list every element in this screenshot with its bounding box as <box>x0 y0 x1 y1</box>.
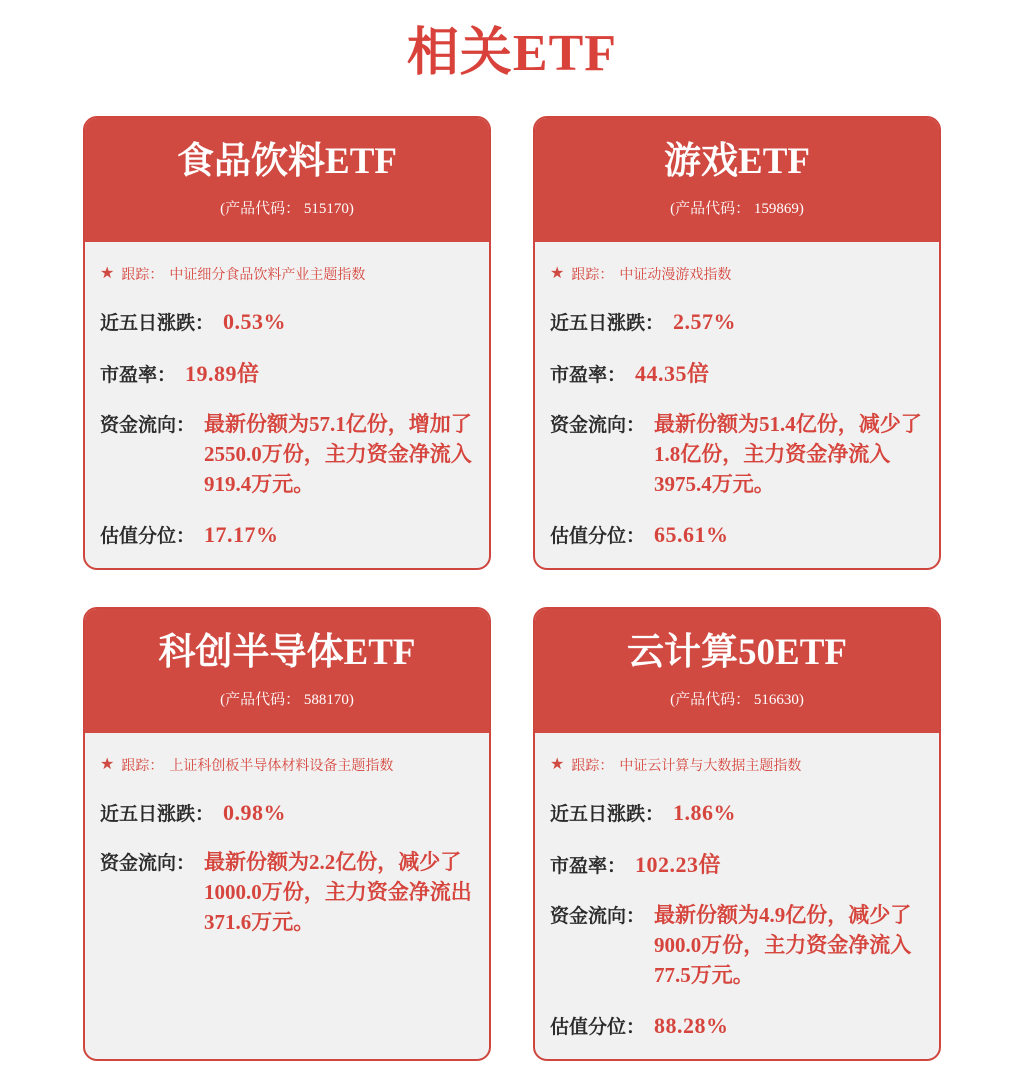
pe-ratio-label: 市盈率： <box>100 365 177 386</box>
etf-name: 游戏ETF <box>664 141 810 183</box>
fund-flow-value: 最新份额为4.9亿份，减少了900.0万份，主力资金净流入77.5万元。 <box>654 903 912 987</box>
valuation-percentile-value: 65.61% <box>654 522 729 548</box>
track-row <box>100 264 474 284</box>
pe-ratio-value: 102.23倍 <box>635 852 722 877</box>
track-row <box>550 755 924 775</box>
fund-flow-label: 资金流向： <box>100 853 196 874</box>
card-header <box>85 118 489 242</box>
five-day-change-label: 近五日涨跌： <box>550 313 665 334</box>
five-day-change-row <box>550 799 924 826</box>
five-day-change-value: 1.86% <box>673 800 737 825</box>
valuation-percentile-row <box>550 521 924 548</box>
etf-card-semiconductor <box>83 607 491 1061</box>
pe-ratio-row <box>100 357 474 388</box>
star-icon: ★ <box>100 265 115 282</box>
tracked-index-name: 中证动漫游戏指数 <box>619 266 732 282</box>
track-label: 跟踪： <box>121 266 164 282</box>
valuation-percentile-label: 估值分位： <box>100 526 196 548</box>
star-icon: ★ <box>550 756 565 773</box>
track-row <box>550 264 924 284</box>
five-day-change-row <box>550 308 924 335</box>
five-day-change-label: 近五日涨跌： <box>550 804 665 825</box>
etf-name: 科创半导体ETF <box>158 632 416 674</box>
card-header <box>535 609 939 733</box>
tracked-index-name: 上证科创板半导体材料设备主题指数 <box>169 757 394 773</box>
etf-product-code: (产品代码： 515170) <box>220 200 354 217</box>
pe-ratio-value: 19.89倍 <box>185 361 260 386</box>
card-body <box>85 242 489 570</box>
page-title: 相关ETF <box>406 25 618 82</box>
etf-name: 食品饮料ETF <box>177 141 397 183</box>
fund-flow-value: 最新份额为57.1亿份，增加了2550.0万份，主力资金净流入919.4万元。 <box>204 412 472 496</box>
pe-ratio-label: 市盈率： <box>550 365 627 386</box>
star-icon: ★ <box>100 756 115 773</box>
card-body <box>535 733 939 1061</box>
pe-ratio-row <box>550 357 924 388</box>
fund-flow-row <box>550 901 924 990</box>
pe-ratio-row <box>550 848 924 879</box>
five-day-change-value: 0.53% <box>223 309 287 334</box>
tracked-index-name: 中证细分食品饮料产业主题指数 <box>169 266 366 282</box>
etf-product-code: (产品代码： 516630) <box>670 691 804 708</box>
valuation-percentile-value: 17.17% <box>204 522 279 548</box>
etf-name: 云计算50ETF <box>627 632 847 674</box>
five-day-change-row <box>100 799 474 826</box>
track-row <box>100 755 474 775</box>
pe-ratio-value: 44.35倍 <box>635 361 710 386</box>
etf-product-code: (产品代码： 588170) <box>220 691 354 708</box>
five-day-change-row <box>100 308 474 335</box>
track-label: 跟踪： <box>121 757 164 773</box>
five-day-change-label: 近五日涨跌： <box>100 804 215 825</box>
fund-flow-row <box>100 848 474 937</box>
valuation-percentile-label: 估值分位： <box>550 1017 646 1039</box>
etf-card-gaming <box>533 116 941 570</box>
valuation-percentile-row <box>100 521 474 548</box>
track-label: 跟踪： <box>571 757 614 773</box>
five-day-change-label: 近五日涨跌： <box>100 313 215 334</box>
card-body <box>535 242 939 570</box>
fund-flow-row <box>100 410 474 499</box>
valuation-percentile-row <box>550 1012 924 1039</box>
fund-flow-label: 资金流向： <box>100 415 196 436</box>
card-header <box>535 118 939 242</box>
five-day-change-value: 0.98% <box>223 800 287 825</box>
fund-flow-row <box>550 410 924 499</box>
etf-card-food-beverage <box>83 116 491 570</box>
valuation-percentile-label: 估值分位： <box>550 526 646 548</box>
etf-card-cloud-computing <box>533 607 941 1061</box>
five-day-change-value: 2.57% <box>673 309 737 334</box>
pe-ratio-label: 市盈率： <box>550 856 627 877</box>
fund-flow-label: 资金流向： <box>550 906 646 927</box>
fund-flow-label: 资金流向： <box>550 415 646 436</box>
valuation-percentile-value: 88.28% <box>654 1013 729 1039</box>
track-label: 跟踪： <box>571 266 614 282</box>
fund-flow-value: 最新份额为51.4亿份，减少了1.8亿份，主力资金净流入3975.4万元。 <box>654 412 922 496</box>
etf-cards-grid <box>83 116 941 1061</box>
star-icon: ★ <box>550 265 565 282</box>
fund-flow-value: 最新份额为2.2亿份，减少了1000.0万份，主力资金净流出371.6万元。 <box>204 850 472 934</box>
card-body <box>85 733 489 1059</box>
card-header <box>85 609 489 733</box>
etf-product-code: (产品代码： 159869) <box>670 200 804 217</box>
tracked-index-name: 中证云计算与大数据主题指数 <box>619 757 802 773</box>
